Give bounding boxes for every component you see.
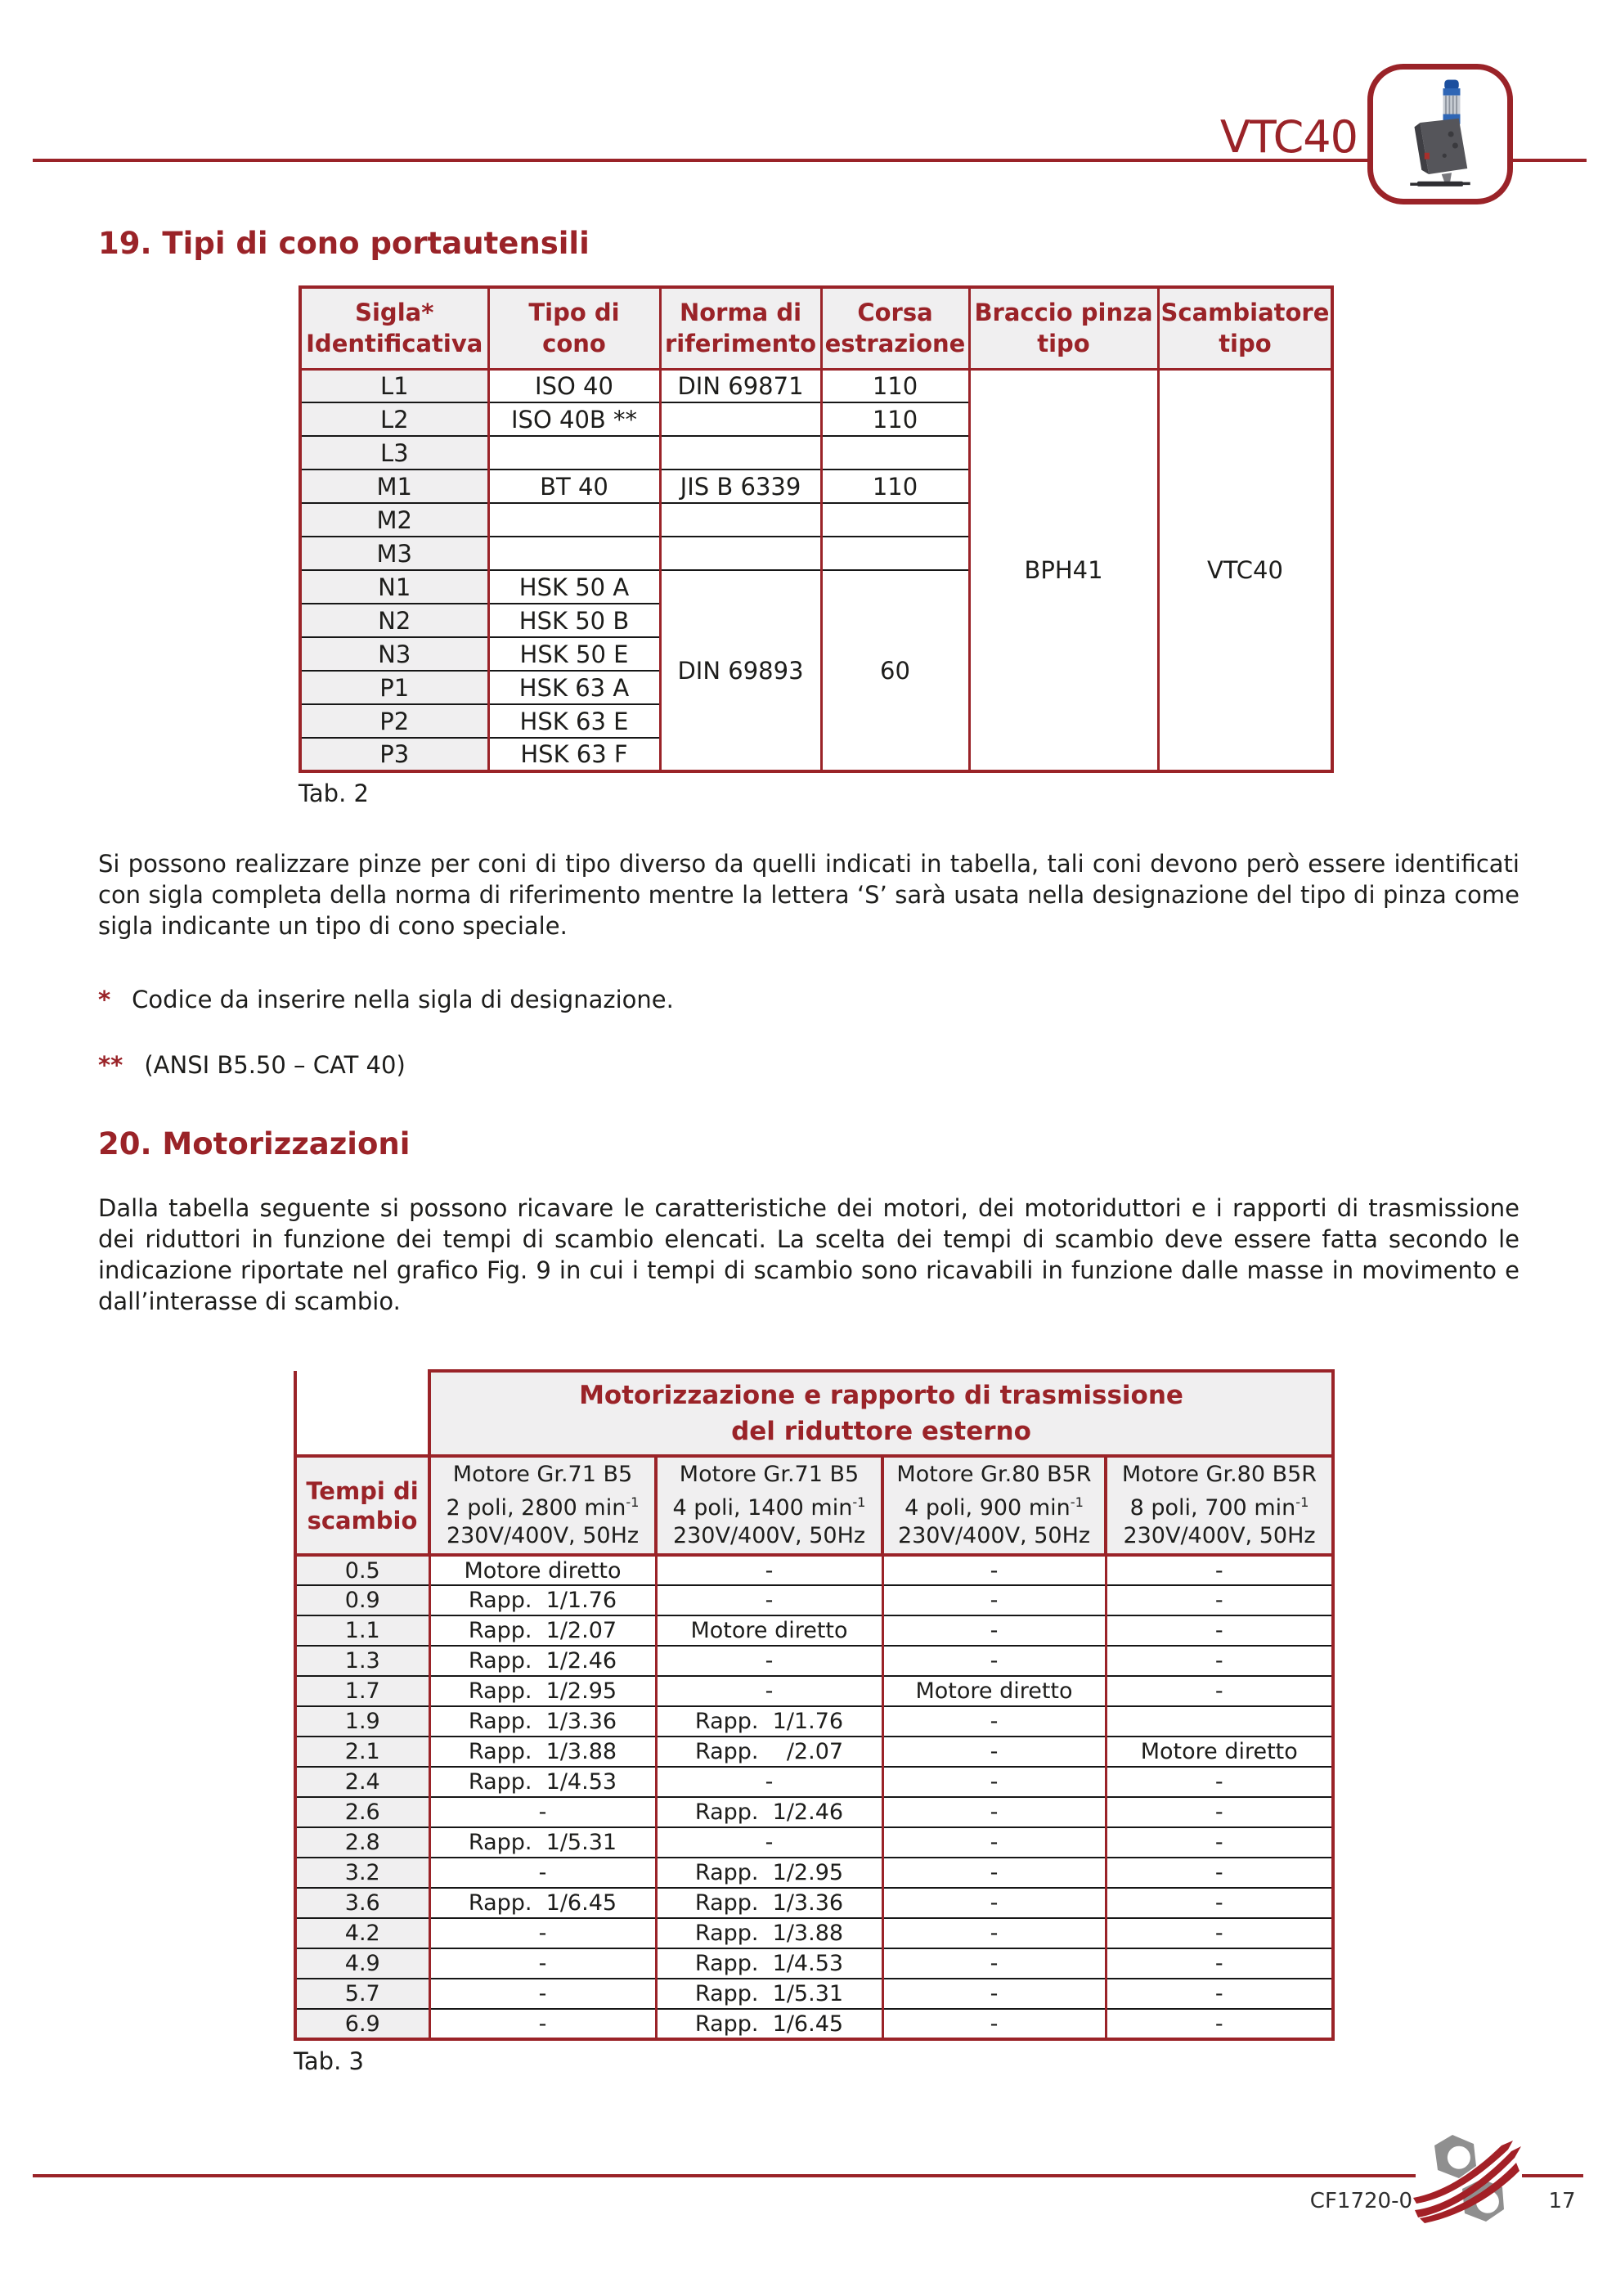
body-paragraph: Dalla tabella seguente si possono ricavare le caratteristiche dei motori, dei motoriduttori e i rapporti di trasmissione dei riduttori in funzione dei tempi di scambio elencati. La scelta dei tempi di scambio deve essere fatta secondo le indicazione riportate nel grafico Fig. 9 in cui i tempi di scambio sono ricavabili in funzione dalle masse in movimento e dall’interasse di scambio. <box>98 1194 1519 1316</box>
table-cell: 110 <box>821 402 969 436</box>
table-cell <box>488 537 660 570</box>
table-cell: M2 <box>300 503 488 537</box>
table-cell: 2.1 <box>295 1737 429 1767</box>
table-cell: Motore diretto <box>1106 1737 1333 1767</box>
table-cell: ISO 40B ** <box>488 402 660 436</box>
table-cell: 2.4 <box>295 1767 429 1797</box>
table-cell: HSK 50 B <box>488 604 660 637</box>
table-cell: - <box>882 1797 1106 1827</box>
column-header: Sigla* Identificativa <box>300 287 488 369</box>
table-cell: 4.2 <box>295 1918 429 1948</box>
table-row <box>295 1979 1333 2009</box>
table-cell: Rapp. 1/2.46 <box>429 1646 656 1676</box>
table-cell: - <box>1106 1676 1333 1706</box>
table-cell: - <box>429 1948 656 1979</box>
table-cell: L1 <box>300 369 488 402</box>
table-cell: - <box>1106 1948 1333 1979</box>
footnote <box>98 1051 1616 1079</box>
table-cell <box>488 436 660 470</box>
table-cell: - <box>1106 1858 1333 1888</box>
table-cell: Rapp. 1/2.95 <box>656 1858 882 1888</box>
table-cell: Rapp. 1/2.46 <box>656 1797 882 1827</box>
table-cell: - <box>882 1585 1106 1615</box>
table-cell: M3 <box>300 537 488 570</box>
table-cell: L3 <box>300 436 488 470</box>
table-cell: - <box>882 1979 1106 2009</box>
header-row <box>295 1371 1333 1456</box>
table-cell: 0.5 <box>295 1555 429 1585</box>
table-cell <box>1106 1706 1333 1737</box>
table-cell <box>821 537 969 570</box>
table-row <box>295 1858 1333 1888</box>
table-cell: HSK 50 E <box>488 637 660 671</box>
table-cell: HSK 63 A <box>488 671 660 704</box>
table-cell: JIS B 6339 <box>660 470 821 503</box>
table-cell: - <box>1106 2009 1333 2039</box>
section-19-heading: 19. Tipi di cono portautensili <box>98 226 590 261</box>
company-logo-icon <box>1410 2133 1524 2225</box>
table-cell: 2.8 <box>295 1827 429 1858</box>
table-cell: N2 <box>300 604 488 637</box>
blank-cell <box>295 1371 429 1456</box>
cone-types-table <box>299 285 1334 773</box>
table-cell: 3.6 <box>295 1888 429 1918</box>
column-header: Motore Gr.80 B5R 4 poli, 900 $\min^{-1}$ 230V/400V, 50Hz <box>882 1456 1106 1555</box>
table-cell: - <box>882 1706 1106 1737</box>
table-cell: HSK 63 F <box>488 738 660 771</box>
column-header: Tipo di cono <box>488 287 660 369</box>
table-cell: - <box>429 1979 656 2009</box>
table-row <box>295 1948 1333 1979</box>
header-row <box>295 1456 1333 1555</box>
section-20-heading: 20. Motorizzazioni <box>98 1126 411 1162</box>
table-row <box>295 1615 1333 1646</box>
table-cell: N3 <box>300 637 488 671</box>
column-header: Motore Gr.71 B5 2 poli, 2800 $\min^{-1}$ 230V/400V, 50Hz <box>429 1456 656 1555</box>
table-cell: Rapp. 1/4.53 <box>656 1948 882 1979</box>
table-cell: Rapp. 1/3.36 <box>656 1888 882 1918</box>
table-cell: - <box>1106 1827 1333 1858</box>
table-cell: 1.3 <box>295 1646 429 1676</box>
table-cell: 1.1 <box>295 1615 429 1646</box>
table-cell: DIN 69893 <box>660 570 821 771</box>
column-header: Norma di riferimento <box>660 287 821 369</box>
table-cell: - <box>1106 1888 1333 1918</box>
table-cell: - <box>429 1797 656 1827</box>
document-code: CF1720-0 <box>1309 2189 1412 2213</box>
table-cell: L2 <box>300 402 488 436</box>
table-cell: 1.7 <box>295 1676 429 1706</box>
table-cell: - <box>1106 1979 1333 2009</box>
table-cell: Rapp. 1/3.88 <box>656 1918 882 1948</box>
table-cell: - <box>1106 1767 1333 1797</box>
asterisk-marker: ** <box>98 1051 123 1080</box>
table-cell <box>660 537 821 570</box>
table-row <box>295 1767 1333 1797</box>
table-row <box>295 1676 1333 1706</box>
table-cell: - <box>656 1767 882 1797</box>
table-caption: Tab. 2 <box>299 780 369 808</box>
footnote <box>98 986 1616 1013</box>
footer-rule <box>1522 2174 1583 2177</box>
table-cell: - <box>882 1858 1106 1888</box>
document-title: VTC40 <box>1219 111 1358 163</box>
table-cell: Rapp. 1/3.88 <box>429 1737 656 1767</box>
table-cell: - <box>882 1646 1106 1676</box>
table-cell: Motore diretto <box>882 1676 1106 1706</box>
table-row <box>295 1827 1333 1858</box>
table-cell: Rapp. 1/2.95 <box>429 1676 656 1706</box>
table-cell: - <box>429 1918 656 1948</box>
table-cell: 4.9 <box>295 1948 429 1979</box>
table-cell <box>660 402 821 436</box>
table-cell <box>821 503 969 537</box>
table-cell: - <box>1106 1555 1333 1585</box>
table-row <box>295 1797 1333 1827</box>
table-cell: BPH41 <box>969 369 1158 771</box>
table-cell: 2.6 <box>295 1797 429 1827</box>
table-row <box>295 1888 1333 1918</box>
column-header: Corsa estrazione <box>821 287 969 369</box>
table-cell: - <box>882 1888 1106 1918</box>
table-cell: - <box>429 2009 656 2039</box>
table-cell: Rapp. 1/6.45 <box>656 2009 882 2039</box>
footnote-text: (ANSI B5.50 – CAT 40) <box>144 1051 406 1080</box>
table-cell <box>660 503 821 537</box>
table-cell: - <box>882 1555 1106 1585</box>
table-cell: Rapp. 1/6.45 <box>429 1888 656 1918</box>
table-row <box>295 1918 1333 1948</box>
table-cell: 60 <box>821 570 969 771</box>
column-header: Braccio pinza tipo <box>969 287 1158 369</box>
table-cell: P3 <box>300 738 488 771</box>
table-cell: - <box>429 1858 656 1888</box>
table-cell: BT 40 <box>488 470 660 503</box>
table-cell: - <box>882 1615 1106 1646</box>
table-cell: - <box>1106 1918 1333 1948</box>
table-cell: Motore diretto <box>656 1615 882 1646</box>
company-logo <box>1410 2133 1524 2225</box>
column-header: Tempi di scambio <box>295 1456 429 1555</box>
table-caption: Tab. 3 <box>294 2047 364 2076</box>
table-cell: - <box>882 1767 1106 1797</box>
table-row <box>295 1737 1333 1767</box>
column-header: Motore Gr.71 B5 4 poli, 1400 $\min^{-1}$ 230V/400V, 50Hz <box>656 1456 882 1555</box>
table-cell: 6.9 <box>295 2009 429 2039</box>
tool-changer-illustration <box>1383 74 1497 194</box>
table-row <box>295 1646 1333 1676</box>
table-cell: 1.9 <box>295 1706 429 1737</box>
table-cell: M1 <box>300 470 488 503</box>
tool-changer-image <box>1367 64 1513 204</box>
table-cell <box>660 436 821 470</box>
footnote-text: Codice da inserire nella sigla di designazione. <box>132 986 674 1014</box>
table-cell: - <box>656 1646 882 1676</box>
table-cell: Rapp. 1/4.53 <box>429 1767 656 1797</box>
table-row <box>295 1706 1333 1737</box>
table-cell: - <box>656 1827 882 1858</box>
column-header: Scambiatore tipo <box>1158 287 1332 369</box>
motorization-table <box>294 1369 1335 2041</box>
body-paragraph: Si possono realizzare pinze per coni di tipo diverso da quelli indicati in tabella, tali coni devono però essere identificati con sigla completa della norma di riferimento mentre la lettera ‘S’ sarà usata nella designazione del tipo di pinza come sigla indicante un tipo di cono speciale. <box>98 850 1519 941</box>
table-cell: Rapp. 1/3.36 <box>429 1706 656 1737</box>
column-header: Motore Gr.80 B5R 8 poli, 700 $\min^{-1}$ 230V/400V, 50Hz <box>1106 1456 1333 1555</box>
header-rule <box>1511 159 1587 162</box>
table-cell: HSK 50 A <box>488 570 660 604</box>
table-cell: - <box>882 1948 1106 1979</box>
table-cell: - <box>656 1555 882 1585</box>
footer-rule <box>33 2174 1416 2177</box>
table-cell: 5.7 <box>295 1979 429 2009</box>
table-cell: - <box>1106 1646 1333 1676</box>
table-cell: Rapp. /2.07 <box>656 1737 882 1767</box>
table-cell: 3.2 <box>295 1858 429 1888</box>
table-cell: P1 <box>300 671 488 704</box>
table-cell: - <box>656 1676 882 1706</box>
table-cell: - <box>1106 1615 1333 1646</box>
table-cell: Rapp. 1/2.07 <box>429 1615 656 1646</box>
header-row <box>300 287 1332 369</box>
table-cell: - <box>1106 1797 1333 1827</box>
table-cell: - <box>882 2009 1106 2039</box>
table-row <box>295 1555 1333 1585</box>
table-cell: 0.9 <box>295 1585 429 1615</box>
asterisk-marker: * <box>98 986 111 1014</box>
table-cell: 110 <box>821 470 969 503</box>
table-cell: HSK 63 E <box>488 704 660 738</box>
table-cell: Rapp. 1/1.76 <box>429 1585 656 1615</box>
table-cell: DIN 69871 <box>660 369 821 402</box>
table-cell: 110 <box>821 369 969 402</box>
table-row <box>300 369 1332 402</box>
table-cell: Rapp. 1/5.31 <box>656 1979 882 2009</box>
table-cell <box>821 436 969 470</box>
page-number: 17 <box>1548 2189 1576 2213</box>
table-cell: - <box>1106 1585 1333 1615</box>
table-cell: - <box>882 1918 1106 1948</box>
table-cell: - <box>882 1827 1106 1858</box>
table-cell: VTC40 <box>1158 369 1332 771</box>
table-row <box>295 2009 1333 2039</box>
table-cell: ISO 40 <box>488 369 660 402</box>
table-cell: - <box>882 1737 1106 1767</box>
table-title: Motorizzazione e rapporto di trasmissione del riduttore esterno <box>429 1371 1333 1456</box>
table-cell: N1 <box>300 570 488 604</box>
table-row <box>295 1585 1333 1615</box>
table-cell: - <box>656 1585 882 1615</box>
table-cell: Rapp. 1/5.31 <box>429 1827 656 1858</box>
table-cell: Motore diretto <box>429 1555 656 1585</box>
table-cell: P2 <box>300 704 488 738</box>
table-cell: Rapp. 1/1.76 <box>656 1706 882 1737</box>
table-cell <box>488 503 660 537</box>
